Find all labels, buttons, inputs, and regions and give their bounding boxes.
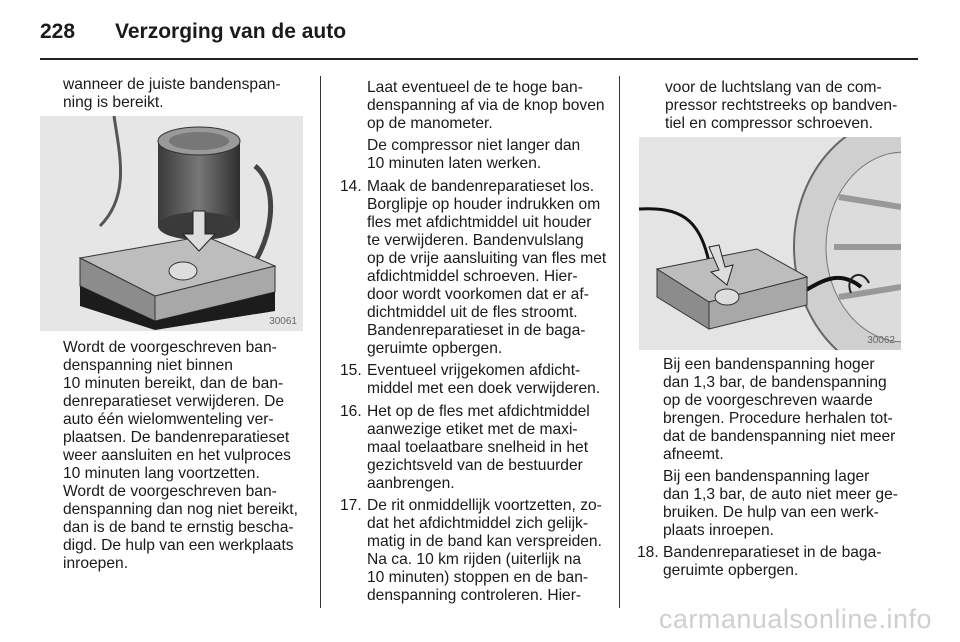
step-number-17: 17. [340, 497, 362, 514]
step-14-line-4: te verwijderen. Bandenvulslang [367, 232, 584, 249]
step-14-line-7: door wordt voorkomen dat er af- [367, 286, 589, 303]
step-14-line-1: Maak de bandenreparatieset los. [367, 178, 595, 195]
figure-code: 30061 [269, 316, 297, 327]
step-16-line-3: maal toelaatbare snelheid in het [367, 439, 589, 456]
col3-intro-line-1: voor de luchtslang van de com- [665, 79, 882, 96]
col1-intro-line-2: ning is bereikt. [63, 94, 164, 111]
col3-p1-line-4: brengen. Procedure herhalen tot- [663, 410, 893, 427]
step-17-line-3: matig in de band kan verspreiden. [367, 533, 602, 550]
step-number-14: 14. [340, 178, 362, 195]
watermark: carmanualsonline.info [658, 604, 932, 634]
col3-p1-line-3: op de voorgeschreven waarde [663, 392, 873, 409]
step-number-16: 16. [340, 403, 362, 420]
col1-intro-line-1: wanneer de juiste bandenspan- [63, 76, 281, 93]
step-14-line-10: geruimte opbergen. [367, 340, 503, 357]
header-rule [40, 58, 918, 60]
col1-para-line-5: auto één wielomwenteling ver- [63, 411, 274, 428]
col2-p2-line-1: De compressor niet langer dan [367, 137, 581, 154]
step-17-line-5: 10 minuten) stoppen en de ban- [367, 569, 589, 586]
page-number: 228 [40, 20, 76, 43]
step-16-line-1: Het op de fles met afdichtmiddel [367, 403, 590, 420]
col1-para-line-11: dan is de band te ernstig bescha- [63, 519, 294, 536]
column-divider-1 [320, 76, 321, 608]
step-17-line-1: De rit onmiddellijk voortzetten, zo- [367, 497, 602, 514]
step-17-line-2: dat het afdichtmiddel zich gelijk- [367, 515, 589, 532]
col2-p1-line-2: denspanning af via de knop boven [367, 97, 605, 114]
page-header [40, 18, 920, 62]
step-number-18: 18. [637, 544, 659, 561]
col3-p2-line-4: plaats inroepen. [663, 522, 774, 539]
col2-p2-line-2: 10 minuten laten werken. [367, 155, 542, 172]
col1-para-line-7: weer aansluiten en het vulproces [63, 447, 291, 464]
figure-compressor [40, 116, 303, 331]
step-15-line-1: Eventueel vrijgekomen afdicht- [367, 362, 581, 379]
col3-p2-line-2: dan 1,3 bar, de auto niet meer ge- [663, 486, 898, 503]
step-15-line-2: middel met een doek verwijderen. [367, 380, 601, 397]
step-16-line-2: aanwezige etiket met de maxi- [367, 421, 578, 438]
col1-para-line-10: denspanning dan nog niet bereikt, [63, 501, 298, 518]
page-title: Verzorging van de auto [115, 20, 347, 43]
col1-para-line-6: plaatsen. De bandenreparatieset [63, 429, 290, 446]
step-number-15: 15. [340, 362, 362, 379]
col3-p1-line-2: dan 1,3 bar, de bandenspanning [663, 374, 887, 391]
col1-para-line-1: Wordt de voorgeschreven ban- [63, 339, 277, 356]
figure-code: 30062 [867, 335, 895, 346]
figure-compressor-wheel [639, 137, 901, 350]
step-18-line-2: geruimte opbergen. [663, 562, 799, 579]
step-14-line-2: Borglipje op houder indrukken om [367, 196, 601, 213]
col3-intro-line-2: pressor rechtstreeks op bandven- [665, 97, 898, 114]
col1-para-line-8: 10 minuten lang voortzetten. [63, 465, 260, 482]
col3-p1-line-6: afneemt. [663, 446, 724, 463]
col2-p1-line-1: Laat eventueel de te hoge ban- [367, 79, 583, 96]
col1-para-line-9: Wordt de voorgeschreven ban- [63, 483, 277, 500]
col1-para-line-12: digd. De hulp van een werkplaats [63, 537, 294, 554]
col3-intro-line-3: tiel en compressor schroeven. [665, 115, 874, 132]
step-14-line-6: afdichtmiddel schroeven. Hier- [367, 268, 578, 285]
step-14-line-9: Bandenreparatieset in de baga- [367, 322, 586, 339]
col1-para-line-4: denreparatieset verwijderen. De [63, 393, 285, 410]
step-14-line-3: fles met afdichtmiddel uit houder [367, 214, 592, 231]
step-14-line-5: op de vrije aansluiting van fles met [367, 250, 607, 267]
step-18-line-1: Bandenreparatieset in de baga- [663, 544, 882, 561]
column-divider-2 [619, 76, 620, 608]
col2-p1-line-3: op de manometer. [367, 115, 493, 132]
col1-para-line-3: 10 minuten bereikt, dan de ban- [63, 375, 284, 392]
step-14-line-8: dichtmiddel uit de fles stroomt. [367, 304, 578, 321]
compressor-wheel-illustration [639, 137, 901, 350]
step-17-line-4: Na ca. 10 km rijden (uiterlijk na [367, 551, 582, 568]
compressor-illustration [40, 116, 303, 331]
col3-p2-line-1: Bij een bandenspanning lager [663, 468, 870, 485]
col1-para-line-13: inroepen. [63, 555, 129, 572]
col3-p1-line-5: dat de bandenspanning niet meer [663, 428, 896, 445]
col3-p2-line-3: bruiken. De hulp van een werk- [663, 504, 879, 521]
col1-para-line-2: denspanning niet binnen [63, 357, 233, 374]
step-17-line-6: denspanning controleren. Hier- [367, 587, 582, 604]
step-16-line-5: aanbrengen. [367, 475, 455, 492]
step-16-line-4: gezichtsveld van de bestuurder [367, 457, 583, 474]
col3-p1-line-1: Bij een bandenspanning hoger [663, 356, 875, 373]
